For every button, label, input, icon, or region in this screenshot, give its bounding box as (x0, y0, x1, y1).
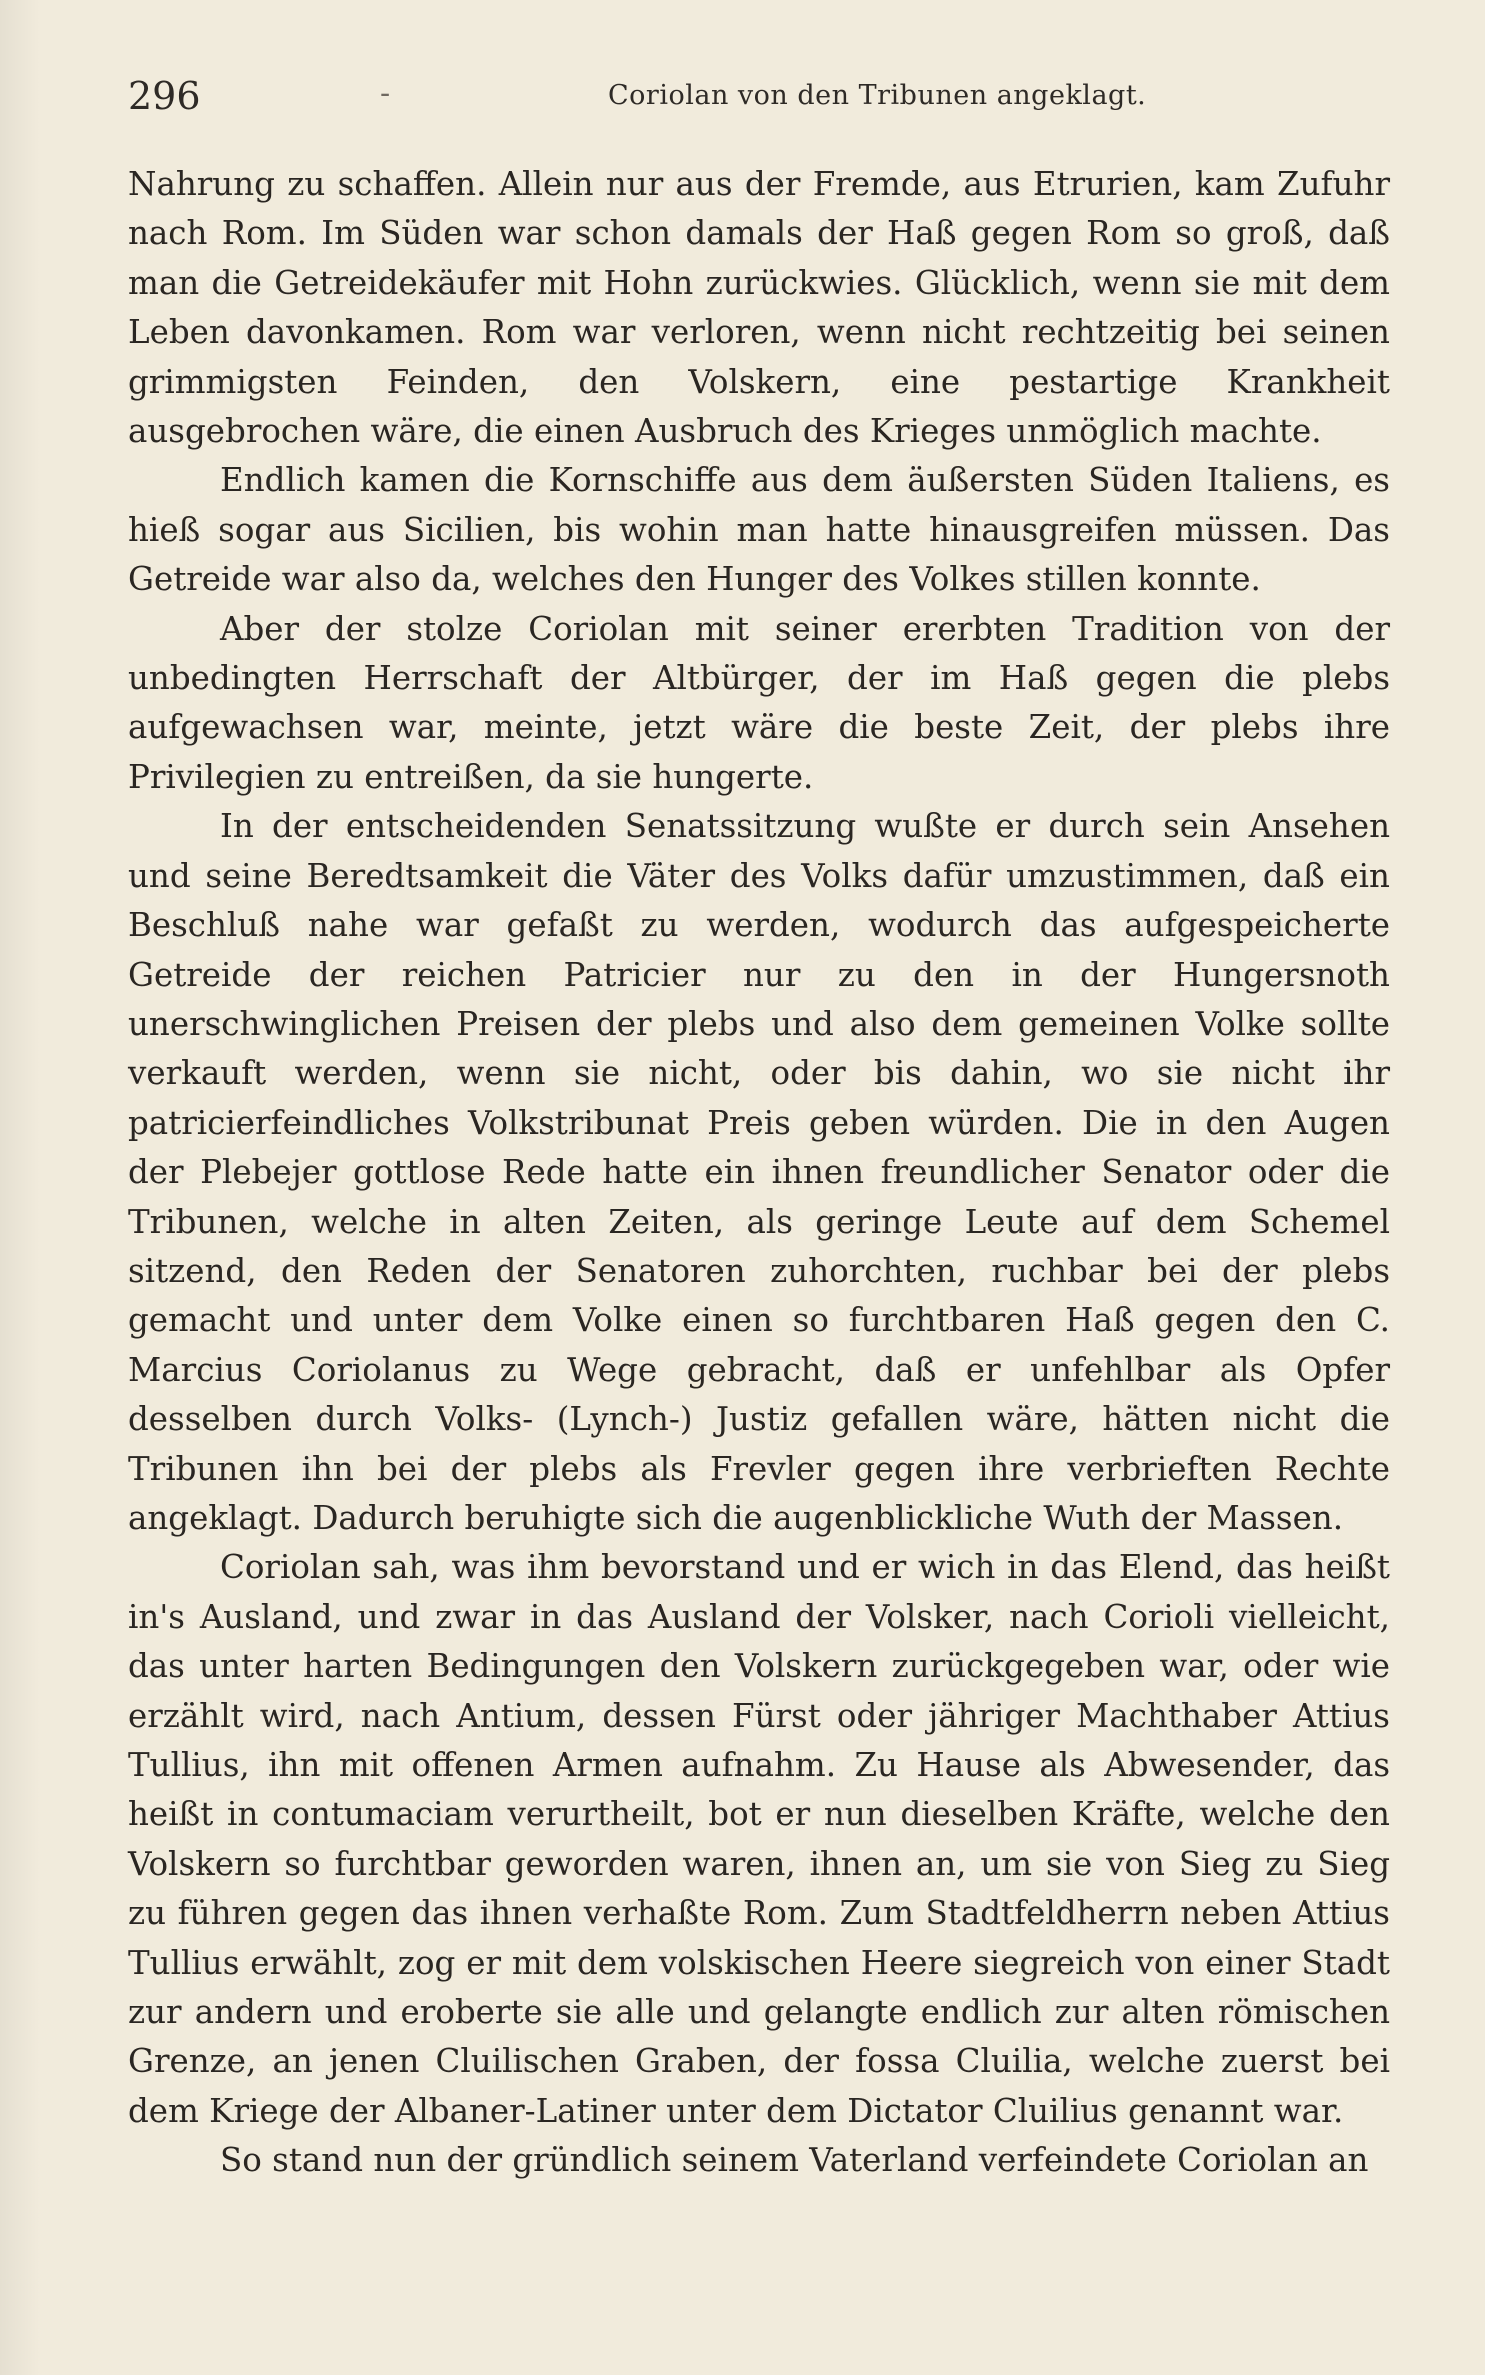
paragraph: Endlich kamen die Kornschiffe aus dem äußersten Süden Italiens, es hieß sogar aus Sicilien, bis wohin man hatte hinausgreifen müssen. Das Getreide war also da, welches den Hunger des Volkes stillen konnte. (128, 461, 1390, 599)
running-head: Coriolan von den Tribunen angeklagt. (608, 80, 1147, 111)
paragraph: In der entscheidenden Senatssitzung wußte er durch sein Ansehen und seine Beredtsamkeit die Väter des Volks dafür umzustimmen, daß ein Beschluß nahe war gefaßt zu werden, wodurch das aufgespeicherte Getreide der reichen Patricier nur zu den in der Hungersnoth unerschwinglichen Preisen der plebs und also dem gemeinen Volke sollte verkauft werden, wenn sie nicht, oder bis dahin, wo sie nicht ihr patricierfeindliches Volkstribunat Preis geben würden. Die in den Augen der Plebejer gottlose Rede hatte ein ihnen freundlicher Senator oder die Tribunen, welche in alten Zeiten, als geringe Leute auf dem Schemel sitzend, den Reden der Senatoren zuhorchten, ruchbar bei der plebs gemacht und unter dem Volke einen so furchtbaren Haß gegen den C. Marcius Coriolanus zu Wege gebracht, daß er unfehlbar als Opfer desselben durch Volks- (Lynch-) Justiz gefallen wäre, hätten nicht die Tribunen ihn bei der plebs als Frevler gegen ihre verbrieften Rechte angeklagt. Dadurch beruhigte sich die augenblickliche Wuth der Massen. (128, 807, 1390, 1537)
paragraph: So stand nun der gründlich seinem Vaterland verfeindete Coriolan an (220, 2141, 1369, 2180)
page-number: 296 (128, 74, 201, 118)
body-text (128, 160, 1390, 2186)
page-header (128, 74, 1357, 124)
paragraph: Coriolan sah, was ihm bevorstand und er wich in das Elend, das heißt in's Ausland, und zwar in das Ausland der Volsker, nach Corioli vielleicht, das unter harten Bedingungen den Volskern zurückgegeben war, oder wie erzählt wird, nach Antium, dessen Fürst oder jähriger Machthaber Attius Tullius, ihn mit offenen Armen aufnahm. Zu Hause als Abwesender, das heißt in contumaciam verurtheilt, bot er nun dieselben Kräfte, welche den Volskern so furchtbar geworden waren, ihnen an, um sie von Sieg zu Sieg zu führen gegen das ihnen verhaßte Rom. Zum Stadtfeldherrn neben Attius Tullius erwählt, zog er mit dem volskischen Heere siegreich von einer Stadt zur andern und eroberte sie alle und gelangte endlich zur alten römischen Grenze, an jenen Cluilischen Graben, der fossa Cluilia, welche zuerst bei dem Kriege der Albaner-Latiner unter dem Dictator Cluilius genannt war. (128, 1548, 1390, 2130)
paragraph: Aber der stolze Coriolan mit seiner ererbten Tradition von der unbedingten Herrschaft der Altbürger, der im Haß gegen die plebs aufgewachsen war, meinte, jetzt wäre die beste Zeit, der plebs ihre Privilegien zu entreißen, da sie hungerte. (128, 609, 1390, 796)
header-separator: - (380, 76, 391, 111)
paragraph: Nahrung zu schaffen. Allein nur aus der Fremde, aus Etrurien, kam Zufuhr nach Rom. Im Süden war schon damals der Haß gegen Rom so groß, daß man die Getreidekäufer mit Hohn zurückwies. Glücklich, wenn sie mit dem Leben davonkamen. Rom war verloren, wenn nicht rechtzeitig bei seinen grimmigsten Feinden, den Volskern, eine pestartige Krankheit ausgebrochen wäre, die einen Ausbruch des Krieges unmöglich machte. (128, 165, 1390, 451)
